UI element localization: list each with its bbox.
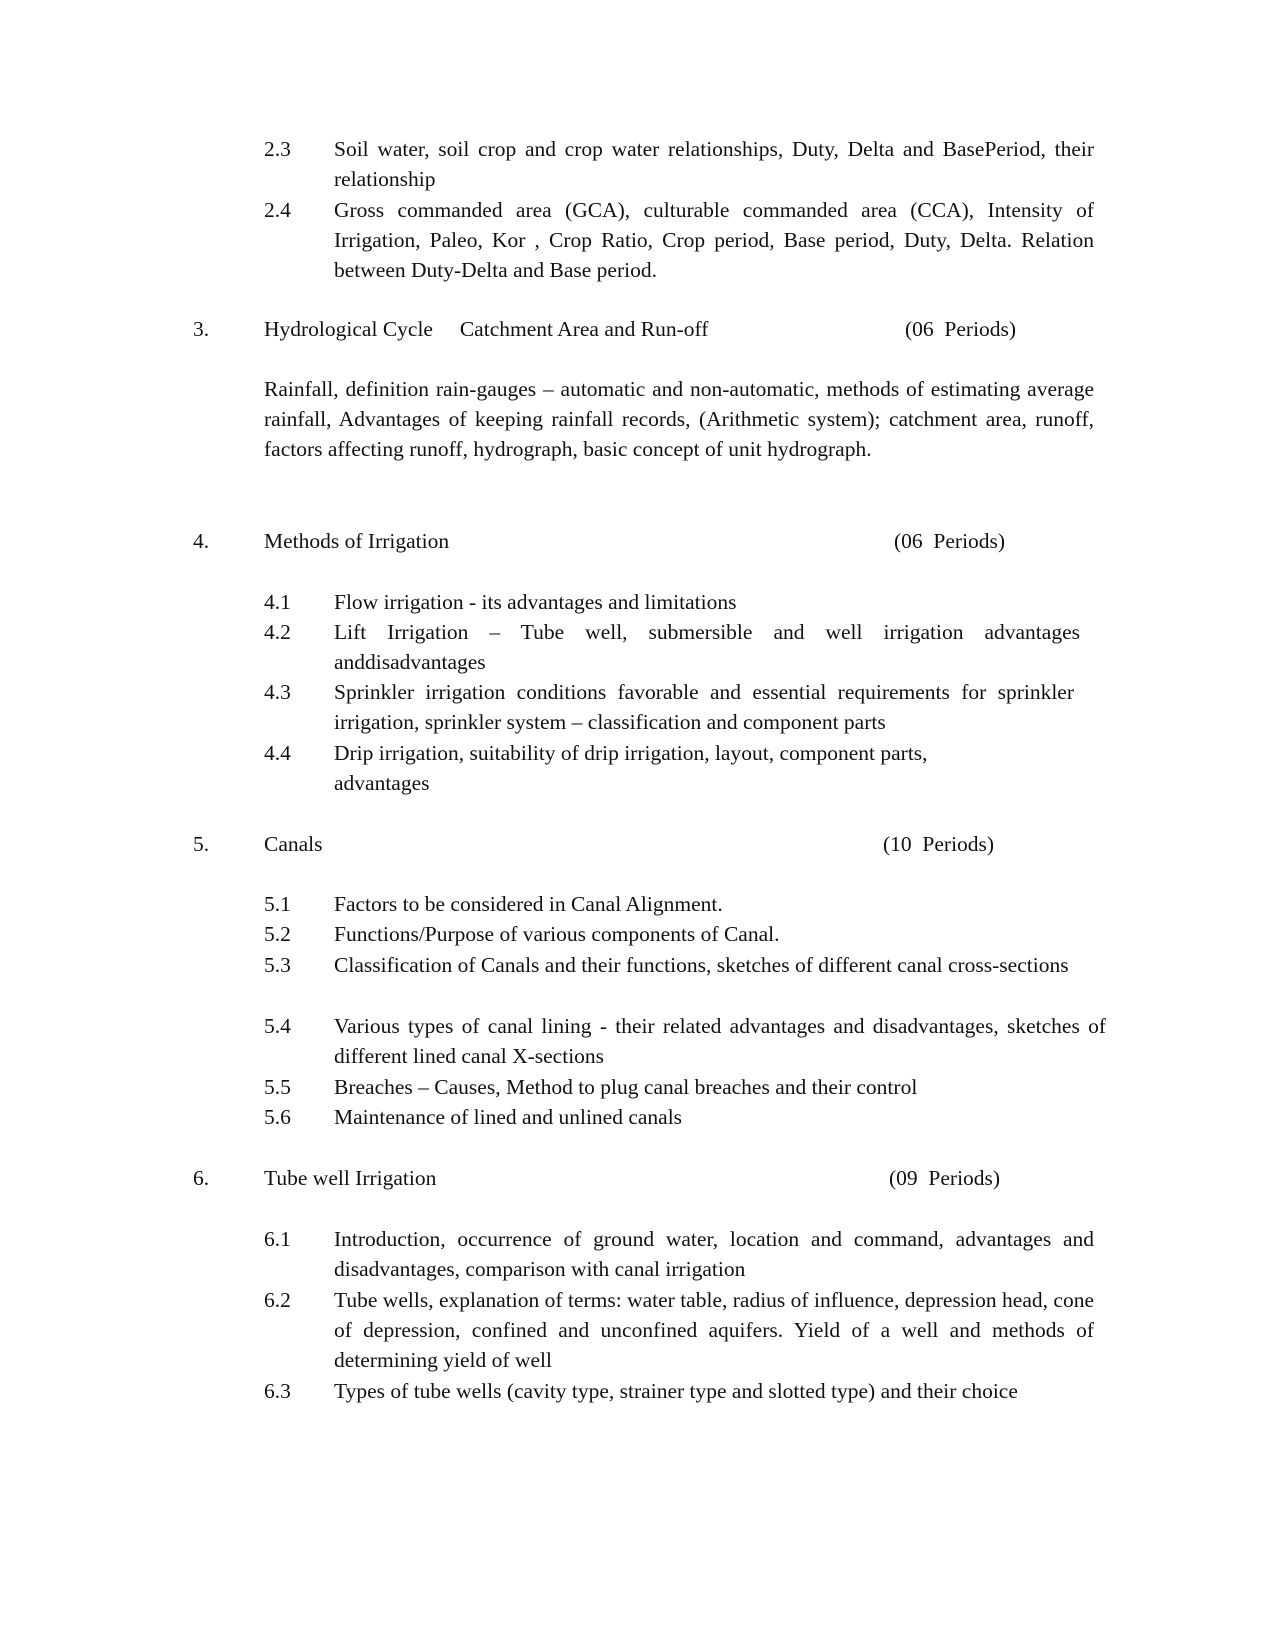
section-periods: (06 Periods) xyxy=(894,529,1006,553)
subsection-text: Various types of canal lining - their related advantages and disadvantages, sketches of different lined canal X-sections xyxy=(334,1014,1106,1068)
subsection-text: Sprinkler irrigation conditions favorable and essential requirements for sprinkler irrigation, sprinkler system – classification and component parts xyxy=(334,680,1074,734)
subsection-4-3 xyxy=(264,677,1074,737)
section-5-heading xyxy=(193,829,1093,859)
subsection-text: Lift Irrigation – Tube well, submersible and well irrigation advantages anddisadvantages xyxy=(334,620,1080,674)
subsection-number: 5.1 xyxy=(264,892,291,916)
subsection-6-1 xyxy=(264,1224,1094,1284)
subsection-text: Functions/Purpose of various components of Canal. xyxy=(334,922,780,946)
section-periods: (09 Periods) xyxy=(889,1166,1001,1190)
subsection-text: Breaches – Causes, Method to plug canal breaches and their control xyxy=(334,1075,918,1099)
section-number: 5. xyxy=(193,832,210,856)
subsection-number: 6.3 xyxy=(264,1379,291,1403)
section-title: Canals xyxy=(264,832,323,856)
subsection-6-2 xyxy=(264,1285,1094,1375)
subsection-5-1 xyxy=(264,889,1094,919)
section-6-heading xyxy=(193,1163,1093,1193)
subsection-text: Types of tube wells (cavity type, strainer type and slotted type) and their choice xyxy=(334,1379,1018,1403)
section-4-heading xyxy=(193,526,1093,556)
subsection-4-1 xyxy=(264,587,1094,617)
subsection-4-2 xyxy=(264,617,1080,677)
subsection-text: Drip irrigation, suitability of drip irrigation, layout, component parts, advantages xyxy=(334,741,928,795)
subsection-5-2 xyxy=(264,919,1094,949)
subsection-number: 6.2 xyxy=(264,1288,291,1312)
section-title: Tube well Irrigation xyxy=(264,1166,437,1190)
section-number: 3. xyxy=(193,317,210,341)
subsection-2-4 xyxy=(264,195,1094,285)
subsection-number: 4.4 xyxy=(264,741,291,765)
subsection-6-3 xyxy=(264,1376,1094,1406)
subsection-text: Introduction, occurrence of ground water, location and command, advantages and disadvantages, comparison with canal irrigation xyxy=(334,1227,1094,1281)
section-number: 4. xyxy=(193,529,210,553)
subsection-text: Factors to be considered in Canal Alignment. xyxy=(334,892,723,916)
section-title: Methods of Irrigation xyxy=(264,529,450,553)
subsection-number: 5.5 xyxy=(264,1075,291,1099)
subsection-5-4 xyxy=(264,1011,1106,1071)
subsection-text: Flow irrigation - its advantages and limitations xyxy=(334,590,737,614)
subsection-text: Tube wells, explanation of terms: water table, radius of influence, depression head, cone of depression, confined and unconfined aquifers. Yield of a well and methods of determining yield of well xyxy=(334,1288,1094,1372)
subsection-number: 4.1 xyxy=(264,590,291,614)
subsection-number: 5.4 xyxy=(264,1014,291,1038)
subsection-text: Soil water, soil crop and crop water relationships, Duty, Delta and BasePeriod, their relationship xyxy=(334,137,1094,191)
subsection-number: 2.3 xyxy=(264,137,291,161)
subsection-5-3 xyxy=(264,950,1106,980)
subsection-number: 4.3 xyxy=(264,680,291,704)
section-3-paragraph: Rainfall, definition rain-gauges – automatic and non-automatic, methods of estimating average rainfall, Advantages of keeping rainfall records, (Arithmetic system); catchment area, runoff, factors affecting runoff, hydrograph, basic concept of unit hydrograph. xyxy=(264,377,1094,461)
section-periods: (06 Periods) xyxy=(905,317,1017,341)
section-number: 6. xyxy=(193,1166,210,1190)
subsection-text: Maintenance of lined and unlined canals xyxy=(334,1105,683,1129)
section-3-heading xyxy=(193,314,1093,344)
subsection-number: 5.6 xyxy=(264,1105,291,1129)
subsection-number: 2.4 xyxy=(264,198,291,222)
subsection-text: Classification of Canals and their functions, sketches of different canal cross-sections xyxy=(334,953,1069,977)
subsection-text: Gross commanded area (GCA), culturable commanded area (CCA), Intensity of Irrigation, Paleo, Kor , Crop Ratio, Crop period, Base period, Duty, Delta. Relation between Duty-Delta and Base period. xyxy=(334,198,1094,282)
subsection-number: 6.1 xyxy=(264,1227,291,1251)
subsection-4-4 xyxy=(264,738,1024,798)
subsection-number: 4.2 xyxy=(264,620,291,644)
subsection-number: 5.2 xyxy=(264,922,291,946)
subsection-5-5 xyxy=(264,1072,1094,1102)
subsection-number: 5.3 xyxy=(264,953,291,977)
subsection-5-6 xyxy=(264,1102,1094,1132)
section-periods: (10 Periods) xyxy=(883,832,995,856)
section-title: Hydrological Cycle Catchment Area and Run-off xyxy=(264,317,709,341)
subsection-2-3 xyxy=(264,134,1094,194)
